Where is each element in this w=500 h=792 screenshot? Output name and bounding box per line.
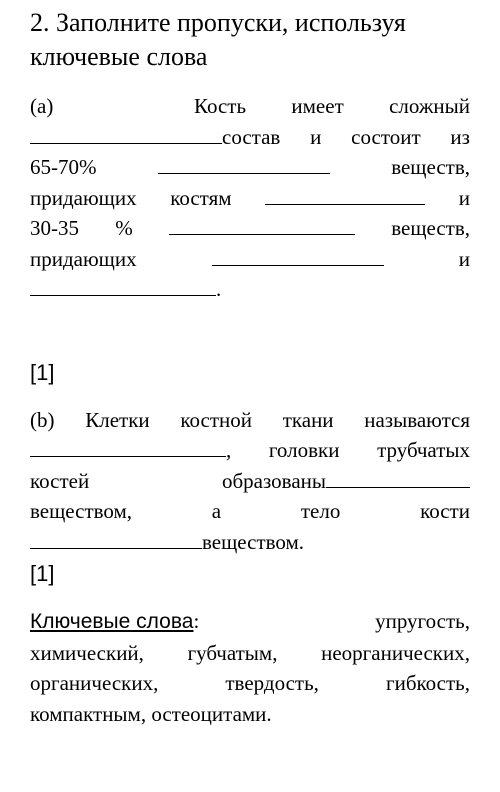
keywords-block bbox=[30, 606, 470, 729]
word: имеет bbox=[291, 94, 344, 118]
part-a-line-2 bbox=[30, 122, 470, 153]
part-a-score: [1] bbox=[30, 359, 55, 385]
keyword: губчатым, bbox=[187, 640, 278, 665]
part-a-line-4 bbox=[30, 183, 470, 214]
worksheet-page bbox=[30, 6, 470, 729]
part-b-line-3 bbox=[30, 466, 470, 497]
word: образованы bbox=[222, 468, 326, 493]
part-a bbox=[30, 91, 470, 305]
word: % bbox=[115, 216, 133, 240]
word: и bbox=[458, 246, 470, 271]
part-b-line-5 bbox=[30, 527, 470, 558]
blank-b3[interactable] bbox=[30, 530, 202, 549]
word: тело bbox=[300, 499, 341, 523]
part-a-line-5 bbox=[30, 213, 470, 244]
blank-b1[interactable] bbox=[30, 438, 226, 457]
word: а bbox=[211, 499, 222, 523]
keywords-label: Ключевые слова bbox=[30, 610, 194, 633]
word: состоит bbox=[351, 124, 421, 149]
keywords-line-3 bbox=[30, 668, 470, 699]
keywords-line-1 bbox=[30, 606, 470, 638]
part-b-line-1 bbox=[30, 405, 470, 436]
blank-b2[interactable] bbox=[326, 469, 470, 488]
word: сложный bbox=[389, 94, 470, 118]
word: Кость bbox=[194, 94, 247, 118]
word: ткани bbox=[282, 407, 334, 432]
word: придающих bbox=[30, 185, 137, 210]
part-b-line-4 bbox=[30, 496, 470, 527]
part-b-line-2 bbox=[30, 435, 470, 466]
keywords-line-2 bbox=[30, 638, 470, 669]
part-b bbox=[30, 405, 470, 558]
word: 30-35 bbox=[30, 216, 79, 240]
blank-a5[interactable] bbox=[212, 247, 384, 266]
keyword: неорганических, bbox=[321, 640, 470, 665]
word: веществом, bbox=[30, 499, 133, 523]
part-a-line-1 bbox=[30, 91, 470, 122]
word: веществ, bbox=[391, 155, 470, 179]
blank-a2[interactable] bbox=[158, 155, 330, 174]
keyword: твердость, bbox=[225, 671, 319, 695]
word: веществ, bbox=[391, 216, 470, 240]
blank-a1[interactable] bbox=[30, 125, 222, 144]
word: и bbox=[458, 185, 470, 210]
word: костей bbox=[30, 468, 90, 493]
word: называются bbox=[364, 407, 470, 432]
word: кости bbox=[420, 499, 470, 523]
word: придающих bbox=[30, 246, 137, 271]
word: из bbox=[450, 124, 470, 149]
keyword: химический, bbox=[30, 640, 144, 665]
part-a-line-3 bbox=[30, 152, 470, 183]
keyword: компактным, остеоцитами. bbox=[30, 701, 272, 726]
word: 65-70% bbox=[30, 155, 97, 179]
part-a-label: (a) bbox=[30, 94, 54, 118]
word: головки bbox=[268, 438, 340, 462]
word: костям bbox=[170, 185, 232, 210]
word: трубчатых bbox=[377, 438, 470, 462]
keyword: органических, bbox=[30, 671, 159, 695]
keywords-line-4 bbox=[30, 699, 470, 730]
blank-a6[interactable] bbox=[30, 277, 216, 296]
word: . bbox=[216, 277, 222, 301]
word: , bbox=[226, 438, 232, 462]
word: Клетки bbox=[85, 407, 150, 432]
part-a-line-6 bbox=[30, 244, 470, 275]
keyword: упругость, bbox=[375, 609, 470, 633]
task-title: 2. Заполните пропуски, используя ключевые слова bbox=[30, 8, 406, 71]
part-b-score: [1] bbox=[30, 561, 55, 586]
word: веществом. bbox=[202, 529, 305, 554]
keyword: гибкость, bbox=[385, 671, 470, 695]
word: состав bbox=[222, 124, 281, 149]
keywords-colon: : bbox=[193, 609, 200, 633]
blank-a4[interactable] bbox=[169, 216, 355, 235]
part-a-line-7 bbox=[30, 274, 470, 305]
part-b-label: (b) bbox=[30, 407, 55, 432]
blank-a3[interactable] bbox=[265, 186, 425, 205]
word: и bbox=[310, 124, 322, 149]
word: костной bbox=[180, 407, 252, 432]
